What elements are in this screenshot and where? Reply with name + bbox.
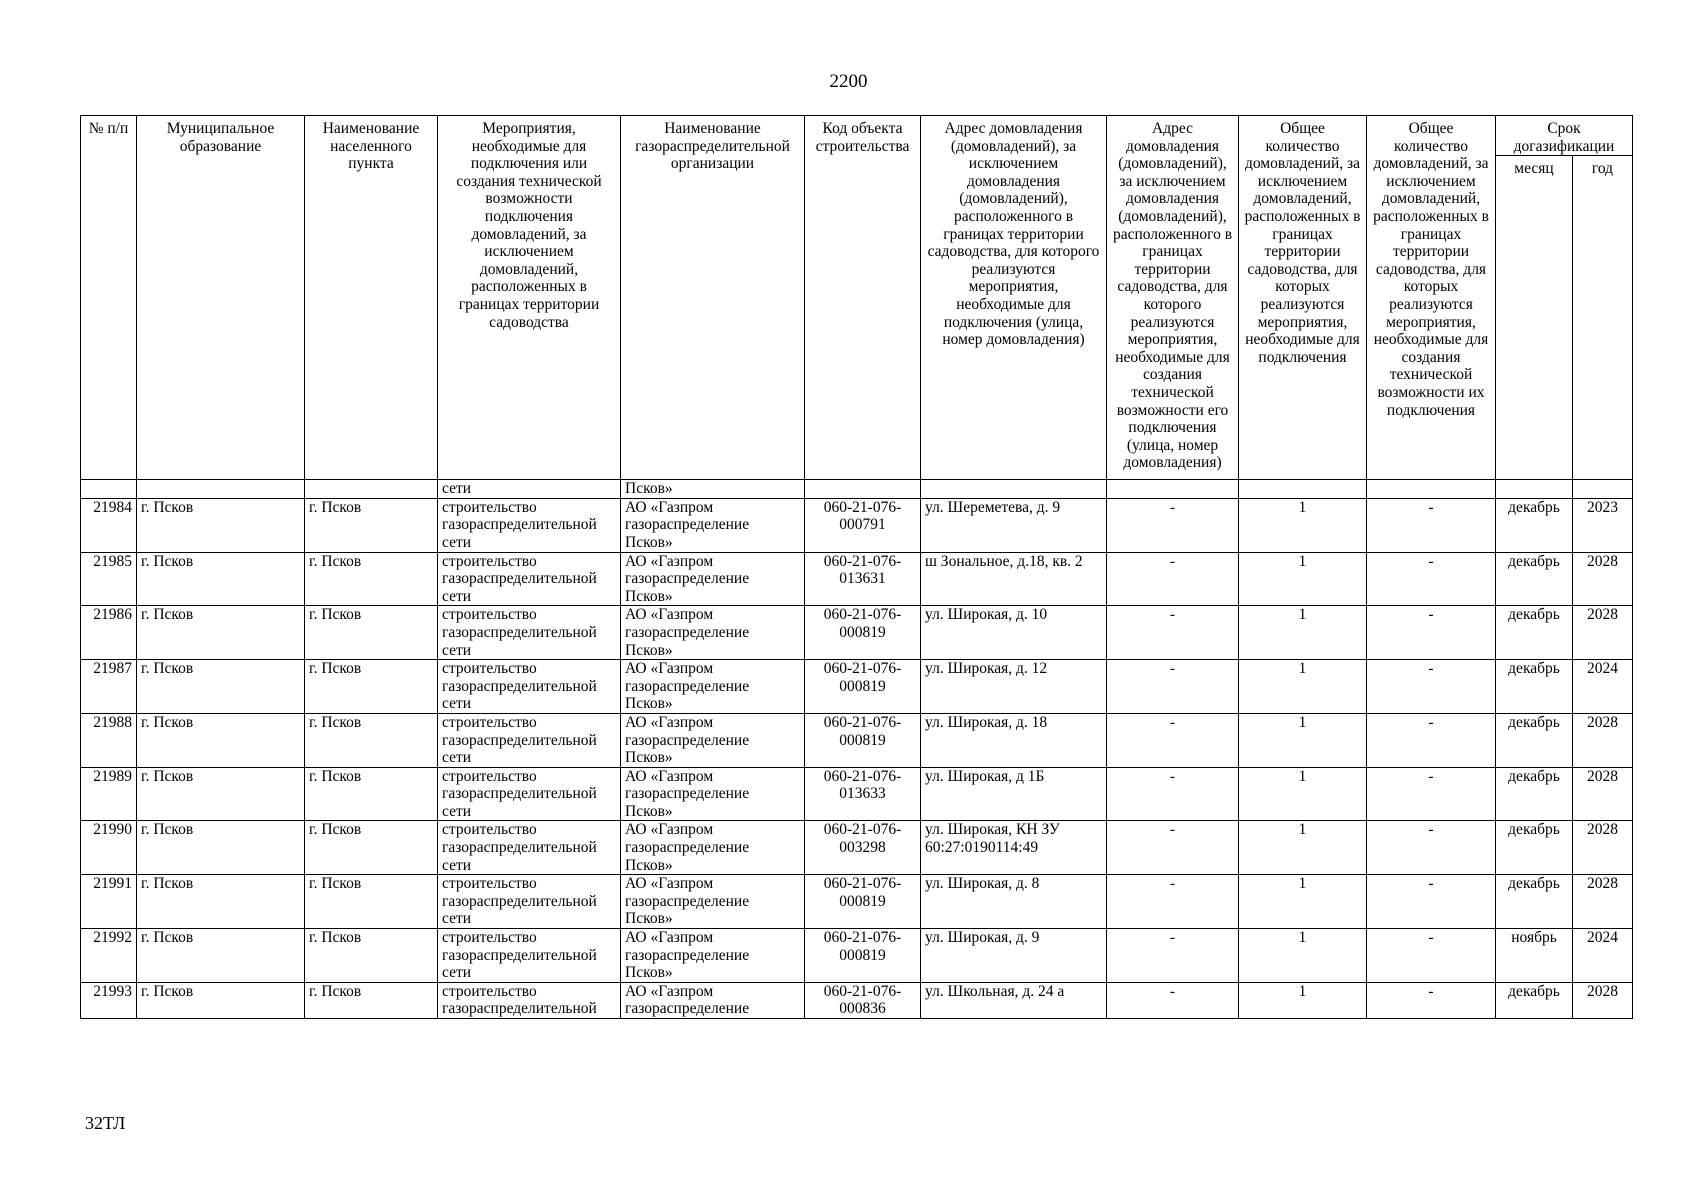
cell-measure: строительство газораспределительной [438, 982, 621, 1018]
table-body [81, 480, 1633, 1019]
cell-address-garden: - [1107, 875, 1239, 929]
cell-address-garden: - [1107, 498, 1239, 552]
table-row [81, 821, 1633, 875]
cell-municipality: г. Псков [137, 660, 305, 714]
cell-month: декабрь [1496, 982, 1573, 1018]
cell-num: 21991 [81, 875, 137, 929]
cell-measure: строительство газораспределительной сети [438, 713, 621, 767]
cell-org: АО «Газпром газораспределение [621, 982, 805, 1018]
cell-org: АО «Газпром газораспределение Псков» [621, 713, 805, 767]
continuation-org: Псков» [621, 480, 805, 499]
cell-address: ш Зональное, д.18, кв. 2 [921, 552, 1107, 606]
cell-object-code: 060-21-076-000791 [805, 498, 921, 552]
cell-settlement: г. Псков [305, 606, 438, 660]
gasification-table [80, 115, 1633, 1019]
cell-count: 1 [1239, 660, 1367, 714]
cell-municipality: г. Псков [137, 713, 305, 767]
header-month: месяц [1496, 156, 1573, 480]
cell-object-code: 060-21-076-000819 [805, 875, 921, 929]
table-row [81, 875, 1633, 929]
cell-count-tech: - [1367, 821, 1496, 875]
cell-settlement: г. Псков [305, 713, 438, 767]
cell-year: 2028 [1573, 982, 1633, 1018]
table-row [81, 982, 1633, 1018]
cell-org: АО «Газпром газораспределение Псков» [621, 552, 805, 606]
cell-settlement: г. Псков [305, 767, 438, 821]
cell-measure: строительство газораспределительной сети [438, 606, 621, 660]
cell-year: 2028 [1573, 606, 1633, 660]
cell-month: декабрь [1496, 713, 1573, 767]
cell-num: 21987 [81, 660, 137, 714]
cell-month: декабрь [1496, 875, 1573, 929]
cell-settlement: г. Псков [305, 821, 438, 875]
cell-settlement: г. Псков [305, 929, 438, 983]
cell-count: 1 [1239, 875, 1367, 929]
cell-address-garden: - [1107, 767, 1239, 821]
cell-count-tech: - [1367, 660, 1496, 714]
continuation-row [81, 480, 1633, 499]
table-row [81, 552, 1633, 606]
cell-count-tech: - [1367, 929, 1496, 983]
cell-measure: строительство газораспределительной сети [438, 552, 621, 606]
header-num: № п/п [81, 116, 137, 480]
cell-measure: строительство газораспределительной сети [438, 767, 621, 821]
header-count-tech: Общее количество домовладений, за исключением домовладений, расположенных в границах территории садоводства, для которых реализуются мероприятия, необходимые для создания технической возможности их подключения [1367, 116, 1496, 480]
cell-year: 2028 [1573, 713, 1633, 767]
cell-count: 1 [1239, 982, 1367, 1018]
cell-num: 21985 [81, 552, 137, 606]
table-header [81, 116, 1633, 480]
header-address-excl: Адрес домовладения (домовладений), за исключением домовладения (домовладений), расположенного в границах территории садоводства, для которого реализуются мероприятия, необходимые для подключения (улица, номер домовладения) [921, 116, 1107, 480]
cell-measure: строительство газораспределительной сети [438, 821, 621, 875]
cell-municipality: г. Псков [137, 767, 305, 821]
cell-address: ул. Шереметева, д. 9 [921, 498, 1107, 552]
cell-municipality: г. Псков [137, 982, 305, 1018]
cell-municipality: г. Псков [137, 875, 305, 929]
cell-address: ул. Широкая, КН ЗУ 60:27:0190114:49 [921, 821, 1107, 875]
cell-settlement: г. Псков [305, 875, 438, 929]
cell-num: 21989 [81, 767, 137, 821]
header-deadline: Срок догазификации [1496, 116, 1633, 156]
cell-year: 2023 [1573, 498, 1633, 552]
cell-address: ул. Широкая, д. 9 [921, 929, 1107, 983]
cell-month: декабрь [1496, 498, 1573, 552]
cell-count-tech: - [1367, 552, 1496, 606]
footer-code: 32ТЛ [85, 1113, 126, 1133]
table-row [81, 929, 1633, 983]
cell-address: ул. Широкая, д 1Б [921, 767, 1107, 821]
table-row [81, 660, 1633, 714]
cell-count: 1 [1239, 821, 1367, 875]
cell-settlement: г. Псков [305, 982, 438, 1018]
cell-address: ул. Широкая, д. 8 [921, 875, 1107, 929]
cell-year: 2028 [1573, 552, 1633, 606]
cell-num: 21992 [81, 929, 137, 983]
cell-num: 21993 [81, 982, 137, 1018]
cell-object-code: 060-21-076-000836 [805, 982, 921, 1018]
cell-count-tech: - [1367, 713, 1496, 767]
cell-address: ул. Школьная, д. 24 а [921, 982, 1107, 1018]
cell-year: 2024 [1573, 660, 1633, 714]
cell-org: АО «Газпром газораспределение Псков» [621, 660, 805, 714]
table-row [81, 713, 1633, 767]
cell-object-code: 060-21-076-003298 [805, 821, 921, 875]
cell-month: декабрь [1496, 552, 1573, 606]
cell-num: 21988 [81, 713, 137, 767]
cell-object-code: 060-21-076-000819 [805, 660, 921, 714]
table-row [81, 767, 1633, 821]
cell-address-garden: - [1107, 606, 1239, 660]
continuation-measure: сети [438, 480, 621, 499]
cell-municipality: г. Псков [137, 606, 305, 660]
cell-address-garden: - [1107, 821, 1239, 875]
cell-num: 21990 [81, 821, 137, 875]
cell-municipality: г. Псков [137, 498, 305, 552]
cell-measure: строительство газораспределительной сети [438, 929, 621, 983]
cell-settlement: г. Псков [305, 660, 438, 714]
cell-address: ул. Широкая, д. 12 [921, 660, 1107, 714]
cell-municipality: г. Псков [137, 929, 305, 983]
cell-address-garden: - [1107, 929, 1239, 983]
cell-measure: строительство газораспределительной сети [438, 498, 621, 552]
cell-address: ул. Широкая, д. 10 [921, 606, 1107, 660]
cell-num: 21986 [81, 606, 137, 660]
header-object-code: Код объекта строительства [805, 116, 921, 480]
cell-month: декабрь [1496, 767, 1573, 821]
cell-num: 21984 [81, 498, 137, 552]
header-address-garden: Адрес домовладения (домовладений), за исключением домовладения (домовладений), расположенного в границах территории садоводства, для которого реализуются мероприятия, необходимые для создания технической возможности его подключения (улица, номер домовладения) [1107, 116, 1239, 480]
header-year: год [1573, 156, 1633, 480]
cell-count: 1 [1239, 929, 1367, 983]
cell-measure: строительство газораспределительной сети [438, 875, 621, 929]
cell-count-tech: - [1367, 982, 1496, 1018]
header-settlement: Наименование населенного пункта [305, 116, 438, 480]
cell-address-garden: - [1107, 713, 1239, 767]
header-gas-org: Наименование газораспределительной организации [621, 116, 805, 480]
cell-municipality: г. Псков [137, 821, 305, 875]
cell-municipality: г. Псков [137, 552, 305, 606]
cell-measure: строительство газораспределительной сети [438, 660, 621, 714]
cell-object-code: 060-21-076-000819 [805, 929, 921, 983]
header-municipality: Муниципальное образование [137, 116, 305, 480]
header-measures: Мероприятия, необходимые для подключения или создания технической возможности подключения домовладений, за исключением домовладений, расположенных в границах территории садоводства [438, 116, 621, 480]
cell-month: декабрь [1496, 821, 1573, 875]
cell-month: декабрь [1496, 660, 1573, 714]
cell-count-tech: - [1367, 875, 1496, 929]
cell-object-code: 060-21-076-013633 [805, 767, 921, 821]
cell-count: 1 [1239, 552, 1367, 606]
cell-org: АО «Газпром газораспределение Псков» [621, 875, 805, 929]
cell-year: 2028 [1573, 821, 1633, 875]
cell-org: АО «Газпром газораспределение Псков» [621, 929, 805, 983]
cell-count-tech: - [1367, 606, 1496, 660]
page-number: 2200 [829, 71, 868, 92]
cell-org: АО «Газпром газораспределение Псков» [621, 498, 805, 552]
cell-year: 2024 [1573, 929, 1633, 983]
cell-settlement: г. Псков [305, 552, 438, 606]
cell-object-code: 060-21-076-013631 [805, 552, 921, 606]
cell-org: АО «Газпром газораспределение Псков» [621, 821, 805, 875]
cell-address: ул. Широкая, д. 18 [921, 713, 1107, 767]
cell-count: 1 [1239, 606, 1367, 660]
cell-object-code: 060-21-076-000819 [805, 606, 921, 660]
cell-address-garden: - [1107, 660, 1239, 714]
cell-count: 1 [1239, 498, 1367, 552]
cell-settlement: г. Псков [305, 498, 438, 552]
cell-month: ноябрь [1496, 929, 1573, 983]
cell-count-tech: - [1367, 767, 1496, 821]
cell-org: АО «Газпром газораспределение Псков» [621, 767, 805, 821]
cell-year: 2028 [1573, 875, 1633, 929]
cell-count-tech: - [1367, 498, 1496, 552]
cell-object-code: 060-21-076-000819 [805, 713, 921, 767]
table-row [81, 606, 1633, 660]
cell-year: 2028 [1573, 767, 1633, 821]
cell-address-garden: - [1107, 552, 1239, 606]
cell-org: АО «Газпром газораспределение Псков» [621, 606, 805, 660]
header-count-connect: Общее количество домовладений, за исключением домовладений, расположенных в границах территории садоводства, для которых реализуются мероприятия, необходимые для подключения [1239, 116, 1367, 480]
table-row [81, 498, 1633, 552]
cell-address-garden: - [1107, 982, 1239, 1018]
cell-count: 1 [1239, 713, 1367, 767]
cell-month: декабрь [1496, 606, 1573, 660]
cell-count: 1 [1239, 767, 1367, 821]
